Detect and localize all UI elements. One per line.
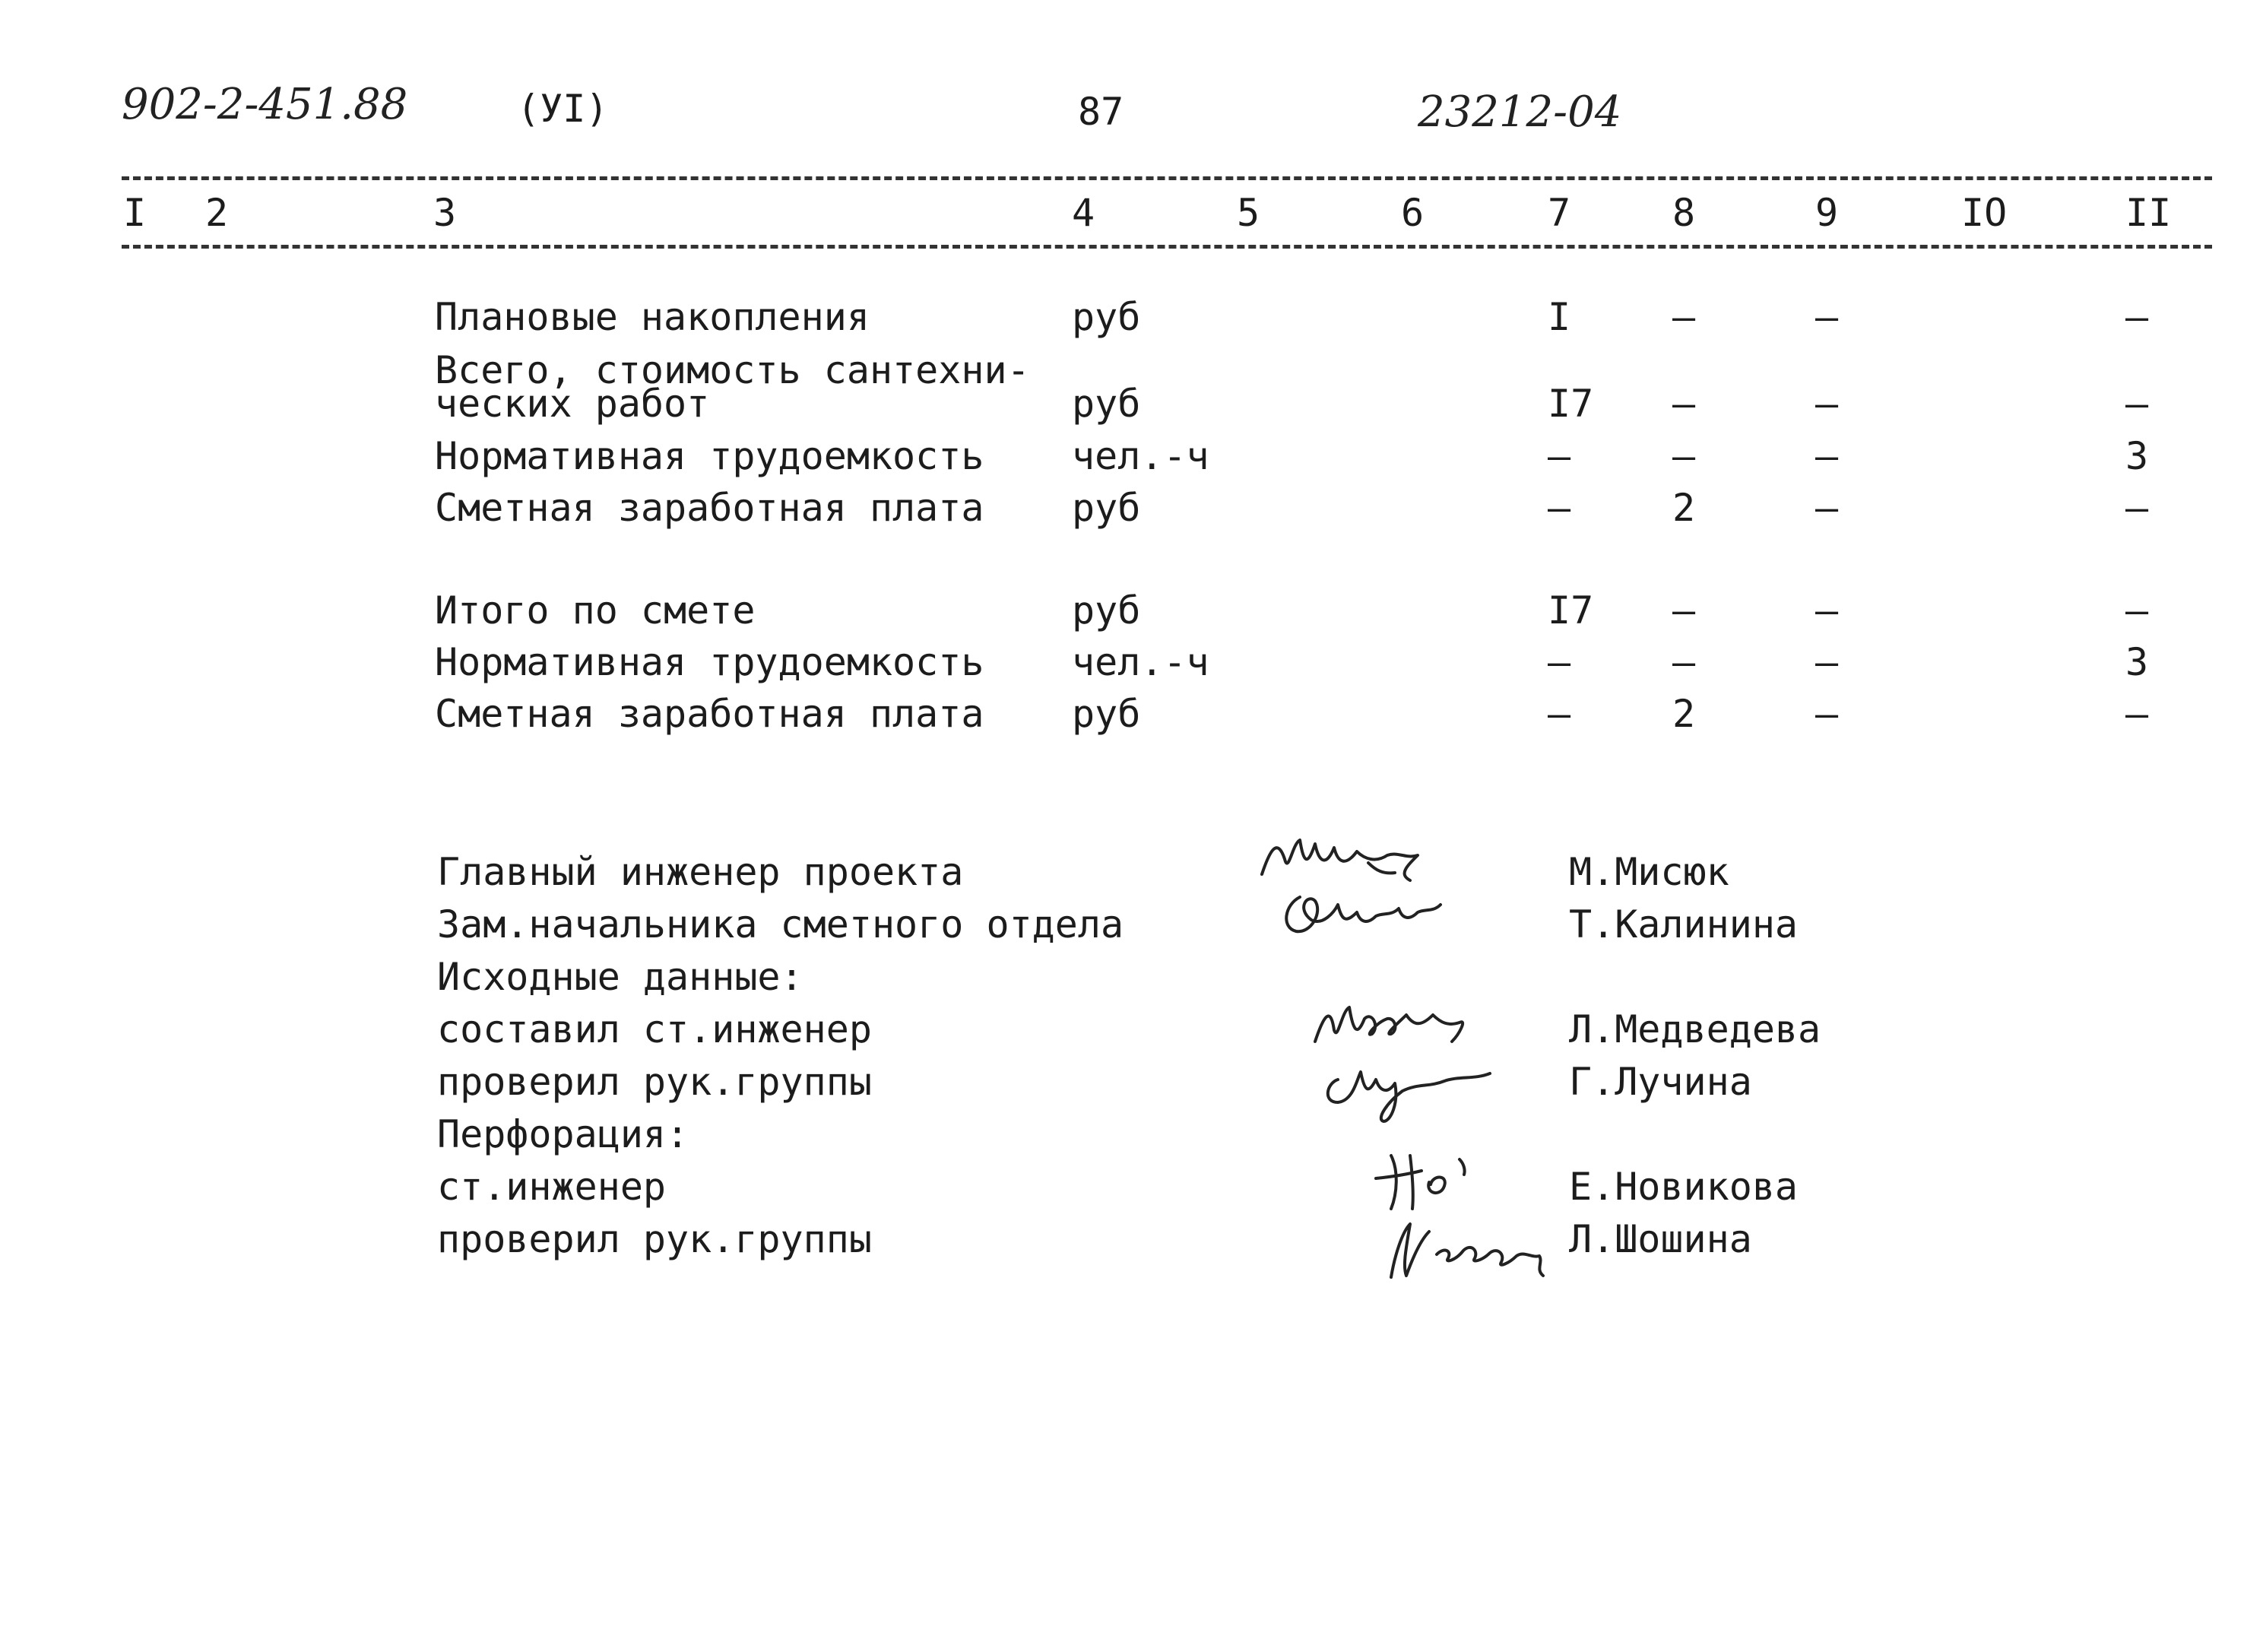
row-col11: –	[2125, 486, 2149, 530]
row-name: Всего, стоимость сантехни-	[435, 348, 1030, 392]
row-col8: 2	[1672, 486, 1696, 530]
row-col7: –	[1548, 692, 1571, 736]
column-number: 9	[1815, 191, 1839, 235]
row-col7: –	[1548, 434, 1571, 478]
row-col7: I7	[1548, 382, 1594, 426]
row-unit: чел.-ч	[1072, 434, 1209, 478]
row-col11: –	[2125, 295, 2149, 339]
row-name-continued: ческих работ	[435, 382, 710, 426]
row-unit: руб	[1072, 295, 1141, 339]
column-number: 5	[1237, 191, 1260, 235]
row-name: Сметная заработная плата	[435, 486, 984, 530]
column-number: IO	[1961, 191, 2008, 235]
row-col8: –	[1672, 295, 1696, 339]
row-col9: –	[1815, 382, 1839, 426]
row-unit: руб	[1072, 382, 1141, 426]
row-col9: –	[1815, 486, 1839, 530]
signature-role: Зам.начальника сметного отдела	[437, 902, 1124, 946]
handwritten-signature	[1307, 988, 1490, 1057]
row-col9: –	[1815, 640, 1839, 684]
page-number: 87	[1078, 90, 1124, 134]
signatory-name: М.Мисюк	[1569, 850, 1729, 894]
signature-role: проверил рук.группы	[437, 1060, 872, 1104]
column-number: 7	[1548, 191, 1571, 235]
column-number: 2	[205, 191, 229, 235]
signature-role: ст.инженер	[437, 1165, 667, 1209]
column-number: I	[123, 191, 147, 235]
row-col11: 3	[2125, 640, 2149, 684]
signature-role: Перфорация:	[437, 1112, 689, 1156]
row-col11: –	[2125, 382, 2149, 426]
row-name: Нормативная трудоемкость	[435, 434, 984, 478]
handwritten-signature	[1315, 1049, 1498, 1125]
row-col7: I	[1548, 295, 1571, 339]
signature-role: составил ст.инженер	[437, 1007, 872, 1051]
row-col8: –	[1672, 434, 1696, 478]
row-col9: –	[1815, 434, 1839, 478]
row-unit: чел.-ч	[1072, 640, 1209, 684]
volume-label: (УI)	[517, 87, 609, 131]
row-col8: –	[1672, 640, 1696, 684]
signatory-name: Л.Шошина	[1569, 1217, 1752, 1261]
row-name: Итого по смете	[435, 588, 756, 633]
column-number: 8	[1672, 191, 1696, 235]
signature-role: Исходные данные:	[437, 955, 803, 999]
row-col8: 2	[1672, 692, 1696, 736]
row-col9: –	[1815, 692, 1839, 736]
column-number: 3	[433, 191, 457, 235]
signature-role: проверил рук.группы	[437, 1217, 872, 1261]
row-col7: –	[1548, 486, 1571, 530]
row-col9: –	[1815, 588, 1839, 633]
doc-number: 902-2-451.88	[122, 80, 408, 129]
column-number: II	[2125, 191, 2172, 235]
row-col11: –	[2125, 692, 2149, 736]
row-col9: –	[1815, 295, 1839, 339]
row-unit: руб	[1072, 588, 1141, 633]
signatory-name: Л.Медведева	[1569, 1007, 1821, 1051]
signature-role: Главный инженер проекта	[437, 850, 964, 894]
document-code: 23212-04	[1418, 87, 1622, 137]
column-number: 4	[1072, 191, 1095, 235]
row-unit: руб	[1072, 486, 1141, 530]
row-col11: 3	[2125, 434, 2149, 478]
signatory-name: Т.Калинина	[1569, 902, 1799, 946]
row-unit: руб	[1072, 692, 1141, 736]
signatory-name: Е.Новикова	[1569, 1165, 1799, 1209]
handwritten-signature	[1376, 1209, 1566, 1285]
signatory-name: Г.Лучина	[1569, 1060, 1752, 1104]
row-col11: –	[2125, 588, 2149, 633]
header-rule-top	[122, 176, 2212, 180]
row-name: Нормативная трудоемкость	[435, 640, 984, 684]
row-col7: –	[1548, 640, 1571, 684]
column-number: 6	[1401, 191, 1425, 235]
row-name: Сметная заработная плата	[435, 692, 984, 736]
handwritten-signature	[1368, 1133, 1520, 1216]
row-col8: –	[1672, 382, 1696, 426]
header-rule-bottom	[122, 245, 2212, 249]
row-col7: I7	[1548, 588, 1594, 633]
handwritten-signature	[1254, 821, 1452, 889]
row-col8: –	[1672, 588, 1696, 633]
row-name: Плановые накопления	[435, 295, 870, 339]
handwritten-signature	[1269, 882, 1467, 943]
